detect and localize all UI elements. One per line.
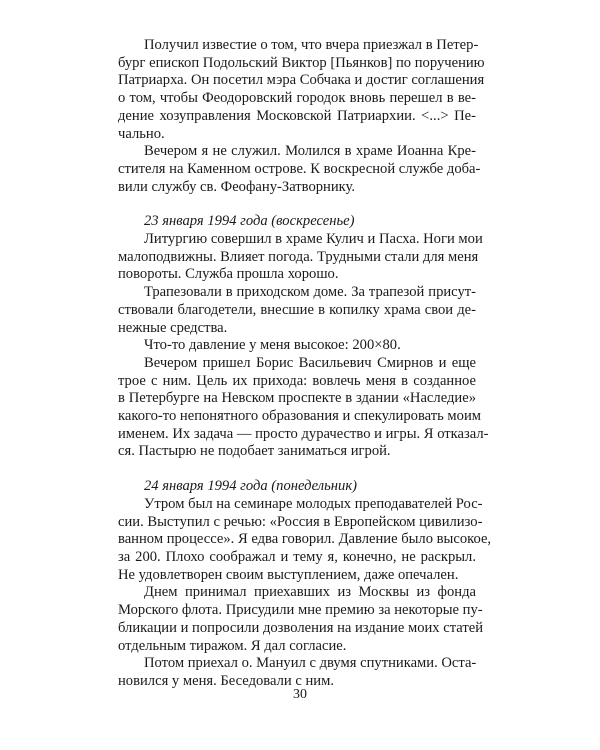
text-line: малоподвижны. Влияет погода. Трудными стали для меня: [118, 248, 479, 265]
text-line: Трапезовали в приходском доме. За трапезой присут-: [144, 284, 476, 301]
entry-date-heading: 24 января 1994 года (понедельник): [144, 478, 358, 495]
paragraph: [118, 231, 483, 284]
paragraph: [118, 655, 476, 690]
entry-gap: [118, 196, 476, 213]
paragraph: [118, 354, 489, 461]
paragraph: [118, 284, 476, 337]
text-line: Патриарха. Он посетил мэра Собчака и достиг соглашения: [118, 72, 485, 89]
paragraph: [118, 495, 492, 585]
text-line: дение хозуправления Московской Патриархии. <...> Пе-: [118, 107, 476, 124]
text-line: именем. Их задача — просто дурачество и игры. Я отказал-: [118, 425, 489, 442]
text-line: новился у меня. Беседовали с ним.: [118, 672, 334, 689]
page-number: 30: [293, 687, 307, 702]
text-line: ванном процессе». Я едва говорил. Давление было высокое,: [118, 531, 492, 548]
text-line: в Петербурге на Невском проспекте в здании «Наследие»: [118, 390, 476, 407]
text-line: Литургию совершил в храме Кулич и Пасха. Ноги мои: [144, 231, 483, 248]
text-line: ся. Пастырю не подобает заниматься игрой.: [118, 443, 391, 460]
text-line: Вечером я не служил. Молился в храме Иоанна Кре-: [144, 143, 476, 160]
paragraph: [118, 143, 481, 196]
text-line: Морского флота. Присудили мне премию за некоторые пу-: [118, 602, 483, 619]
paragraph: [118, 337, 476, 355]
text-line: нежные средства.: [118, 319, 228, 336]
text-line: вили службу св. Феофану-Затворнику.: [118, 178, 356, 195]
text-line: ствовали благодетели, внесшие в копилку храма свои де-: [118, 301, 476, 318]
text-line: бликации и попросили дозволения на издание моих статей: [118, 619, 484, 636]
text-line: Получил известие о том, что вчера приезжал в Петер-: [144, 37, 479, 53]
paragraph: [118, 37, 485, 143]
text-line: о том, чтобы Феодоровский городок вновь перешел в ве-: [118, 90, 476, 107]
text-line: Вечером пришел Борис Васильевич Смирнов и еще: [144, 354, 476, 371]
text-line: Днем принимал приехавших из Москвы из фонда: [144, 584, 476, 601]
text-line: Не удовлетворен своим выступлением, даже опечален.: [118, 566, 459, 583]
text-line: сии. Выступил с речью: «Россия в Европейском цивилизо-: [118, 513, 483, 530]
text-line: Утром был на семинаре молодых преподавателей Рос-: [144, 495, 483, 512]
text-line: повороты. Служба прошла хорошо.: [118, 266, 339, 283]
entry-gap: [118, 461, 476, 478]
text-line: за 200. Плохо соображал и тему я, конечно, не раскрыл.: [118, 548, 476, 565]
text-line: Что-то давление у меня высокое: 200×80.: [144, 337, 401, 354]
text-line: чально.: [118, 125, 165, 142]
paragraph: [118, 584, 484, 655]
text-line: отдельным тиражом. Я дал согласие.: [118, 637, 347, 654]
text-line: какого-то непонятного образования и спекулировать моим: [118, 408, 482, 425]
text-line: трое с ним. Цель их прихода: вовлечь меня в созданное: [118, 372, 476, 389]
entry-date-heading: 23 января 1994 года (воскресенье): [144, 213, 355, 230]
text-line: Потом приехал о. Мануил с двумя спутниками. Оста-: [144, 655, 477, 672]
text-line: бург епископ Подольский Виктор [Пьянков] по поручению: [118, 54, 485, 71]
page-text: [118, 37, 492, 691]
text-line: стителя на Каменном острове. К воскресной службе доба-: [118, 160, 481, 177]
